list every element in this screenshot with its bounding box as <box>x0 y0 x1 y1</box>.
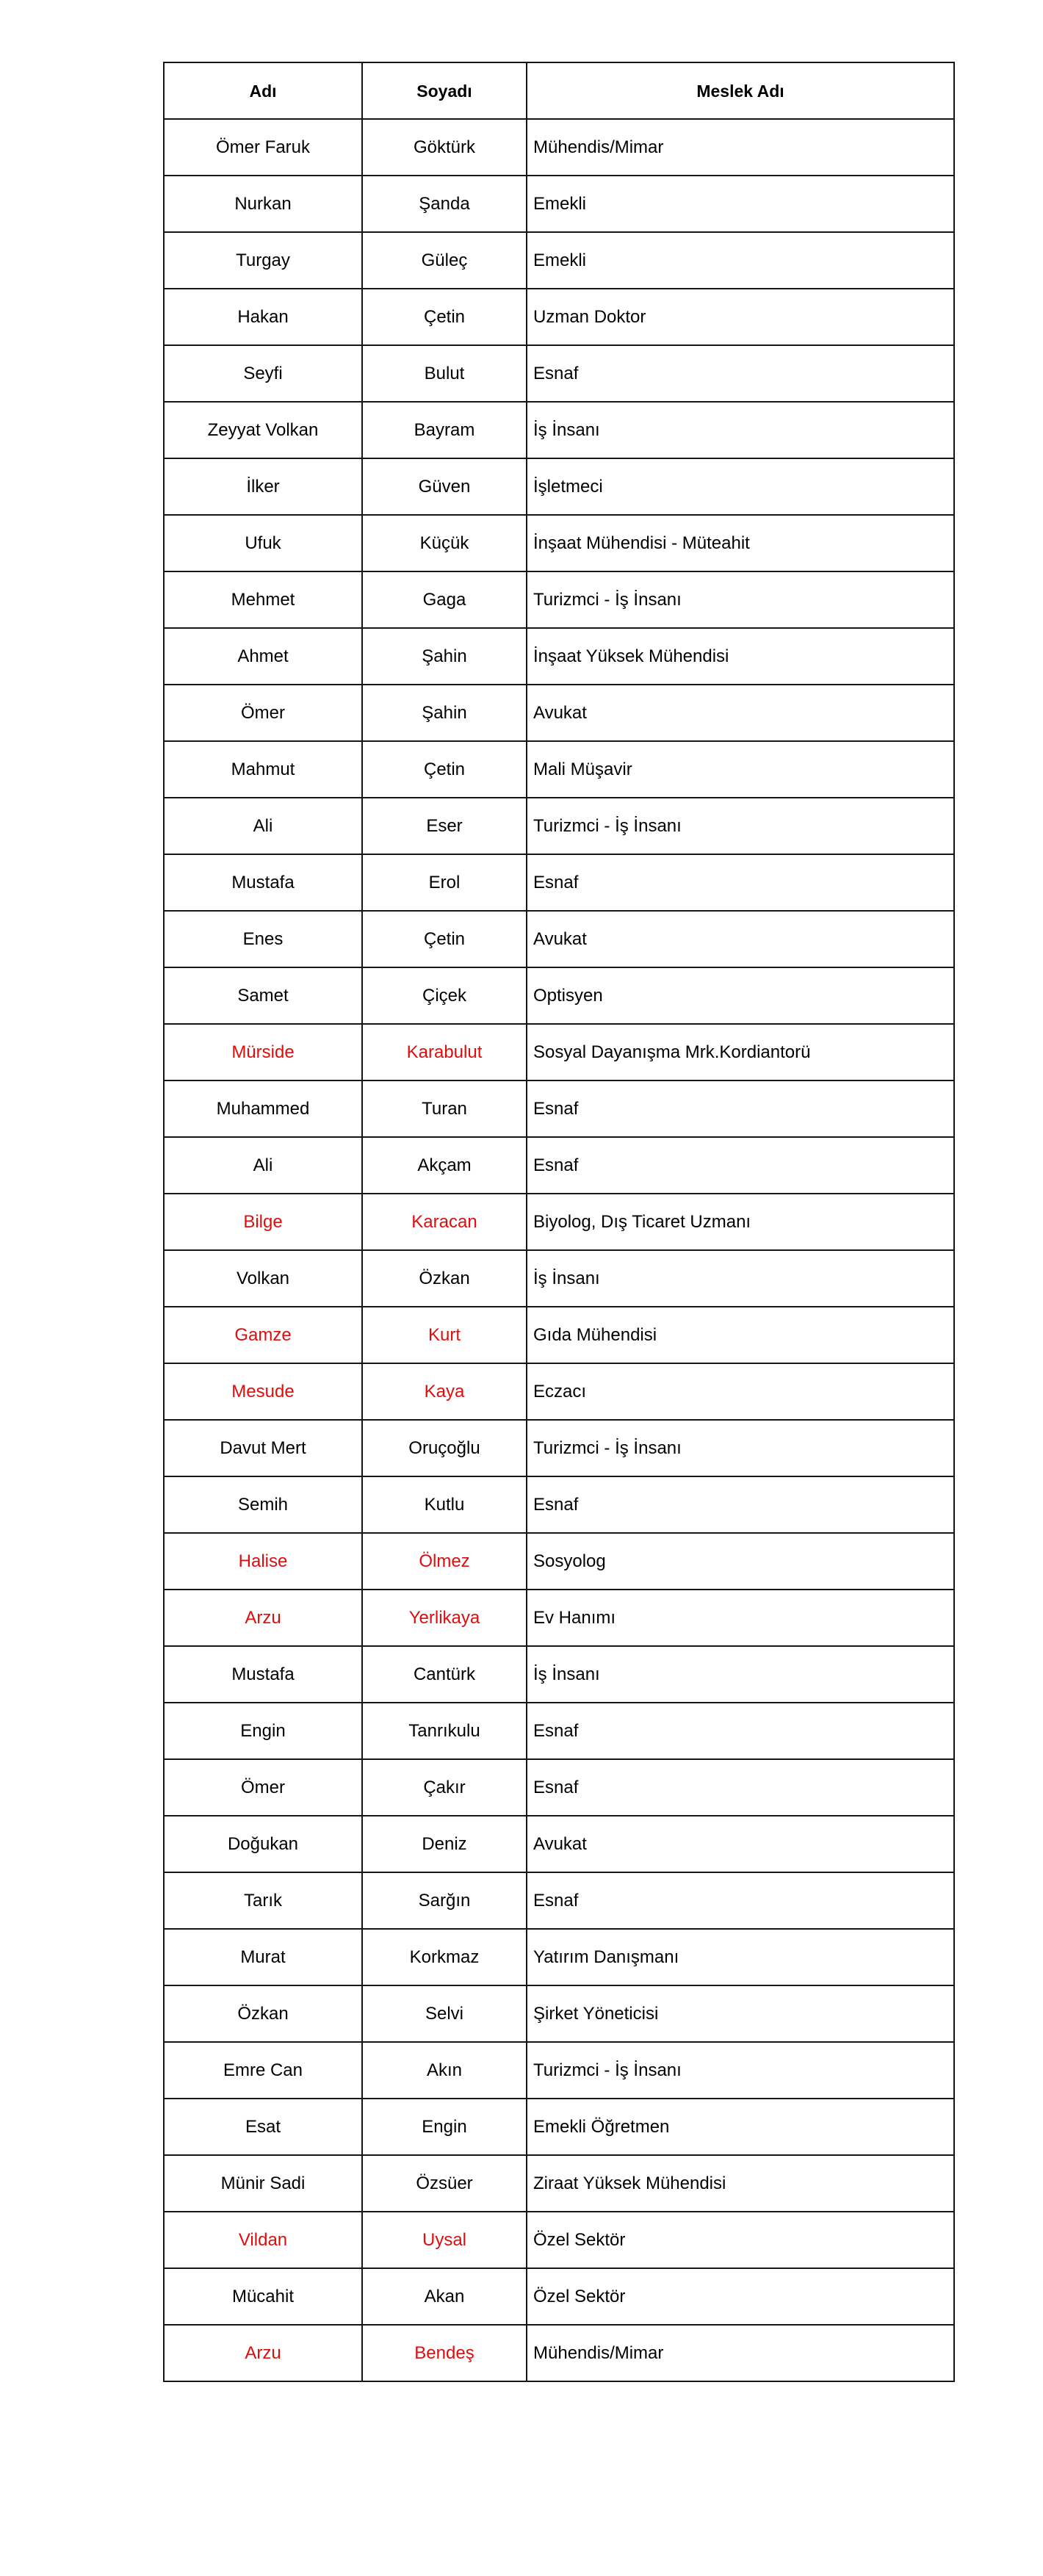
cell-occupation: Esnaf <box>527 1872 954 1929</box>
table-row <box>164 2212 954 2268</box>
cell-first-name: Ömer Faruk <box>164 119 362 176</box>
cell-first-name: Halise <box>164 1533 362 1590</box>
cell-occupation: Esnaf <box>527 854 954 911</box>
table-row <box>164 119 954 176</box>
table-row <box>164 1590 954 1646</box>
table-row <box>164 854 954 911</box>
cell-last-name: Ölmez <box>362 1533 527 1590</box>
cell-first-name: Arzu <box>164 1590 362 1646</box>
cell-occupation: İşletmeci <box>527 458 954 515</box>
table-row <box>164 2268 954 2325</box>
cell-occupation: İş İnsanı <box>527 1250 954 1307</box>
cell-last-name: Cantürk <box>362 1646 527 1703</box>
cell-first-name: Münir Sadi <box>164 2155 362 2212</box>
cell-occupation: Eczacı <box>527 1363 954 1420</box>
table-row <box>164 1646 954 1703</box>
cell-first-name: Samet <box>164 967 362 1024</box>
cell-first-name: Murat <box>164 1929 362 1985</box>
cell-occupation: İnşaat Mühendisi - Müteahit <box>527 515 954 571</box>
cell-last-name: Şahin <box>362 685 527 741</box>
table-row <box>164 2042 954 2099</box>
cell-first-name: Semih <box>164 1476 362 1533</box>
cell-first-name: Mehmet <box>164 571 362 628</box>
cell-occupation: Sosyal Dayanışma Mrk.Kordiantorü <box>527 1024 954 1080</box>
cell-first-name: Seyfi <box>164 345 362 402</box>
cell-occupation: Esnaf <box>527 1080 954 1137</box>
cell-first-name: Mesude <box>164 1363 362 1420</box>
cell-occupation: Ziraat Yüksek Mühendisi <box>527 2155 954 2212</box>
cell-occupation: Avukat <box>527 911 954 967</box>
cell-last-name: Bayram <box>362 402 527 458</box>
cell-last-name: Kutlu <box>362 1476 527 1533</box>
cell-last-name: Küçük <box>362 515 527 571</box>
table-row <box>164 1759 954 1816</box>
table-body <box>164 119 954 2381</box>
cell-first-name: Arzu <box>164 2325 362 2381</box>
cell-occupation: Mali Müşavir <box>527 741 954 798</box>
cell-last-name: Güleç <box>362 232 527 289</box>
cell-occupation: İş İnsanı <box>527 1646 954 1703</box>
cell-last-name: Özkan <box>362 1250 527 1307</box>
cell-occupation: Avukat <box>527 1816 954 1872</box>
cell-first-name: Ufuk <box>164 515 362 571</box>
cell-occupation: Esnaf <box>527 1759 954 1816</box>
cell-last-name: Korkmaz <box>362 1929 527 1985</box>
cell-occupation: Turizmci - İş İnsanı <box>527 571 954 628</box>
cell-first-name: Mücahit <box>164 2268 362 2325</box>
cell-last-name: Bendeş <box>362 2325 527 2381</box>
cell-first-name: Özkan <box>164 1985 362 2042</box>
cell-last-name: Sarğın <box>362 1872 527 1929</box>
cell-occupation: İnşaat Yüksek Mühendisi <box>527 628 954 685</box>
cell-first-name: Mahmut <box>164 741 362 798</box>
table-row <box>164 628 954 685</box>
table-row <box>164 1194 954 1250</box>
cell-occupation: Turizmci - İş İnsanı <box>527 798 954 854</box>
cell-occupation: Şirket Yöneticisi <box>527 1985 954 2042</box>
cell-first-name: İlker <box>164 458 362 515</box>
table-row <box>164 2155 954 2212</box>
table-row <box>164 458 954 515</box>
cell-last-name: Güven <box>362 458 527 515</box>
cell-first-name: Ali <box>164 798 362 854</box>
table-row <box>164 1024 954 1080</box>
cell-first-name: Mustafa <box>164 854 362 911</box>
table-row <box>164 289 954 345</box>
table-row <box>164 1080 954 1137</box>
cell-occupation: İş İnsanı <box>527 402 954 458</box>
header-first-name: Adı <box>164 62 362 119</box>
cell-last-name: Selvi <box>362 1985 527 2042</box>
cell-occupation: Uzman Doktor <box>527 289 954 345</box>
table-row <box>164 798 954 854</box>
cell-first-name: Gamze <box>164 1307 362 1363</box>
cell-last-name: Kurt <box>362 1307 527 1363</box>
cell-first-name: Nurkan <box>164 176 362 232</box>
cell-occupation: Esnaf <box>527 1476 954 1533</box>
table-row <box>164 571 954 628</box>
cell-first-name: Ali <box>164 1137 362 1194</box>
cell-occupation: Biyolog, Dış Ticaret Uzmanı <box>527 1194 954 1250</box>
cell-last-name: Engin <box>362 2099 527 2155</box>
cell-first-name: Emre Can <box>164 2042 362 2099</box>
cell-first-name: Esat <box>164 2099 362 2155</box>
cell-last-name: Kaya <box>362 1363 527 1420</box>
cell-last-name: Akçam <box>362 1137 527 1194</box>
cell-last-name: Eser <box>362 798 527 854</box>
table-row <box>164 685 954 741</box>
cell-occupation: Ev Hanımı <box>527 1590 954 1646</box>
cell-last-name: Şahin <box>362 628 527 685</box>
table-row <box>164 402 954 458</box>
cell-first-name: Hakan <box>164 289 362 345</box>
cell-last-name: Karacan <box>362 1194 527 1250</box>
cell-first-name: Mustafa <box>164 1646 362 1703</box>
cell-first-name: Ömer <box>164 1759 362 1816</box>
cell-first-name: Vildan <box>164 2212 362 2268</box>
cell-last-name: Karabulut <box>362 1024 527 1080</box>
header-last-name: Soyadı <box>362 62 527 119</box>
cell-last-name: Yerlikaya <box>362 1590 527 1646</box>
cell-last-name: Çiçek <box>362 967 527 1024</box>
table-row <box>164 741 954 798</box>
table-row <box>164 1137 954 1194</box>
header-row <box>164 62 954 119</box>
cell-first-name: Enes <box>164 911 362 967</box>
cell-occupation: Emekli <box>527 176 954 232</box>
cell-first-name: Mürside <box>164 1024 362 1080</box>
cell-occupation: Esnaf <box>527 1137 954 1194</box>
header-occupation: Meslek Adı <box>527 62 954 119</box>
cell-occupation: Özel Sektör <box>527 2268 954 2325</box>
cell-last-name: Akan <box>362 2268 527 2325</box>
table-row <box>164 1985 954 2042</box>
cell-last-name: Çetin <box>362 911 527 967</box>
cell-last-name: Tanrıkulu <box>362 1703 527 1759</box>
table-row <box>164 1476 954 1533</box>
cell-first-name: Ömer <box>164 685 362 741</box>
cell-last-name: Gaga <box>362 571 527 628</box>
cell-occupation: Esnaf <box>527 345 954 402</box>
members-table <box>163 62 955 2382</box>
table-row <box>164 1533 954 1590</box>
cell-first-name: Turgay <box>164 232 362 289</box>
cell-last-name: Özsüer <box>362 2155 527 2212</box>
table-row <box>164 232 954 289</box>
cell-first-name: Bilge <box>164 1194 362 1250</box>
cell-occupation: Mühendis/Mimar <box>527 119 954 176</box>
cell-first-name: Volkan <box>164 1250 362 1307</box>
table-header <box>164 62 954 119</box>
cell-occupation: Esnaf <box>527 1703 954 1759</box>
cell-occupation: Avukat <box>527 685 954 741</box>
cell-occupation: Emekli Öğretmen <box>527 2099 954 2155</box>
cell-occupation: Turizmci - İş İnsanı <box>527 2042 954 2099</box>
cell-first-name: Zeyyat Volkan <box>164 402 362 458</box>
cell-first-name: Tarık <box>164 1872 362 1929</box>
cell-last-name: Çetin <box>362 289 527 345</box>
cell-last-name: Oruçoğlu <box>362 1420 527 1476</box>
cell-last-name: Çakır <box>362 1759 527 1816</box>
cell-occupation: Turizmci - İş İnsanı <box>527 1420 954 1476</box>
cell-last-name: Turan <box>362 1080 527 1137</box>
table-row <box>164 1929 954 1985</box>
cell-last-name: Çetin <box>362 741 527 798</box>
cell-first-name: Davut Mert <box>164 1420 362 1476</box>
table-row <box>164 1816 954 1872</box>
table-row <box>164 1307 954 1363</box>
cell-first-name: Doğukan <box>164 1816 362 1872</box>
cell-occupation: Optisyen <box>527 967 954 1024</box>
cell-last-name: Şanda <box>362 176 527 232</box>
table-row <box>164 2325 954 2381</box>
cell-occupation: Emekli <box>527 232 954 289</box>
cell-first-name: Engin <box>164 1703 362 1759</box>
table-row <box>164 176 954 232</box>
table-row <box>164 911 954 967</box>
cell-occupation: Yatırım Danışmanı <box>527 1929 954 1985</box>
cell-occupation: Mühendis/Mimar <box>527 2325 954 2381</box>
cell-occupation: Özel Sektör <box>527 2212 954 2268</box>
table-row <box>164 1420 954 1476</box>
table-row <box>164 345 954 402</box>
cell-occupation: Gıda Mühendisi <box>527 1307 954 1363</box>
cell-occupation: Sosyolog <box>527 1533 954 1590</box>
cell-last-name: Uysal <box>362 2212 527 2268</box>
table-row <box>164 515 954 571</box>
table-row <box>164 1703 954 1759</box>
cell-last-name: Akın <box>362 2042 527 2099</box>
cell-last-name: Göktürk <box>362 119 527 176</box>
cell-last-name: Deniz <box>362 1816 527 1872</box>
table-row <box>164 1250 954 1307</box>
table-row <box>164 967 954 1024</box>
table-row <box>164 2099 954 2155</box>
cell-first-name: Muhammed <box>164 1080 362 1137</box>
cell-last-name: Erol <box>362 854 527 911</box>
table-row <box>164 1872 954 1929</box>
cell-first-name: Ahmet <box>164 628 362 685</box>
table-row <box>164 1363 954 1420</box>
cell-last-name: Bulut <box>362 345 527 402</box>
